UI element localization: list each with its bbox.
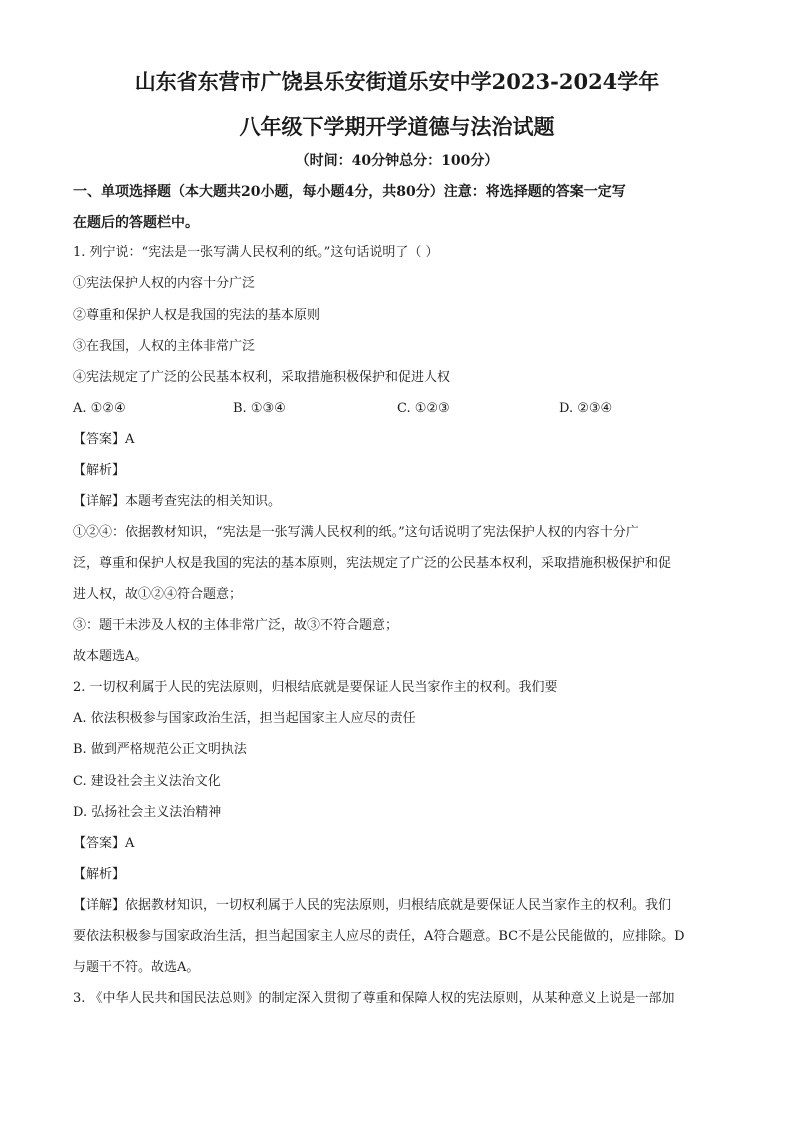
q2-analysis-label: 【解析】 [73, 867, 126, 882]
q2-option-c: C. 建设社会主义法治文化 [73, 774, 221, 789]
q1-option-c: C. ①②③ [397, 401, 450, 416]
doc-title-line2: 八年级下学期开学道德与法治试题 [239, 114, 555, 139]
q2-detail-3: 与题干不符。故选A。 [73, 960, 200, 975]
q3-stem: 3. 《中华人民共和国民法总则》的制定深入贯彻了尊重和保障人权的宪法原则，从某种意义上说是一部加 [73, 991, 675, 1006]
exam-time-score: （时间：40分钟总分：100分） [295, 153, 499, 169]
doc-title-line1: 山东省东营市广饶县乐安街道乐安中学2023-2024学年 [134, 69, 660, 94]
q1-stem: 1. 列宁说：“宪法是一张写满人民权利的纸。”这句话说明了（ ） [73, 245, 439, 260]
q1-conclusion: 故本题选A。 [73, 649, 148, 664]
q2-detail-1: 【详解】依据教材知识，一切权利属于人民的宪法原则，归根结底就是要保证人民当家作主的权利。我们 [73, 898, 672, 913]
q1-statement-3: ③在我国，人权的主体非常广泛 [73, 339, 256, 354]
q1-explanation-4: ③：题干未涉及人权的主体非常广泛，故③不符合题意； [73, 618, 399, 633]
q1-statement-4: ④宪法规定了广泛的公民基本权利，采取措施积极保护和促进人权 [73, 370, 451, 385]
q2-option-d: D. 弘扬社会主义法治精神 [73, 805, 222, 820]
q1-explanation-3: 进人权，故①②④符合题意； [73, 587, 243, 602]
q1-explanation-1: ①②④：依据教材知识，“宪法是一张写满人民权利的纸。”这句话说明了宪法保护人权的内容十分广 [73, 525, 639, 540]
q1-detail: 【详解】本题考查宪法的相关知识。 [73, 494, 282, 509]
section-heading-line2: 在题后的答题栏中。 [73, 215, 199, 231]
q2-detail-2: 要依法积极参与国家政治生活，担当起国家主人应尽的责任，A符合题意。BC不是公民能做的，应排除。D [73, 929, 685, 944]
q2-answer: 【答案】A [73, 836, 135, 851]
q1-analysis-label: 【解析】 [73, 463, 126, 478]
q1-option-b: B. ①③④ [233, 401, 286, 416]
q1-statement-2: ②尊重和保护人权是我国的宪法的基本原则 [73, 308, 321, 323]
q2-stem: 2. 一切权利属于人民的宪法原则，归根结底就是要保证人民当家作主的权利。我们要 [73, 680, 558, 695]
q1-answer: 【答案】A [73, 432, 135, 447]
section-heading-line1: 一、单项选择题（本大题共20小题，每小题4分，共80分）注意：将选择题的答案一定写 [73, 184, 626, 200]
q1-explanation-2: 泛，尊重和保护人权是我国的宪法的基本原则，宪法规定了广泛的公民基本权利，采取措施积极保护和促 [73, 556, 672, 571]
q1-statement-1: ①宪法保护人权的内容十分广泛 [73, 276, 256, 291]
q2-option-b: B. 做到严格规范公正文明执法 [73, 742, 247, 757]
q1-option-d: D. ②③④ [559, 401, 613, 416]
q2-option-a: A. 依法积极参与国家政治生活，担当起国家主人应尽的责任 [73, 711, 416, 726]
q1-option-a: A. ①②④ [73, 401, 126, 416]
